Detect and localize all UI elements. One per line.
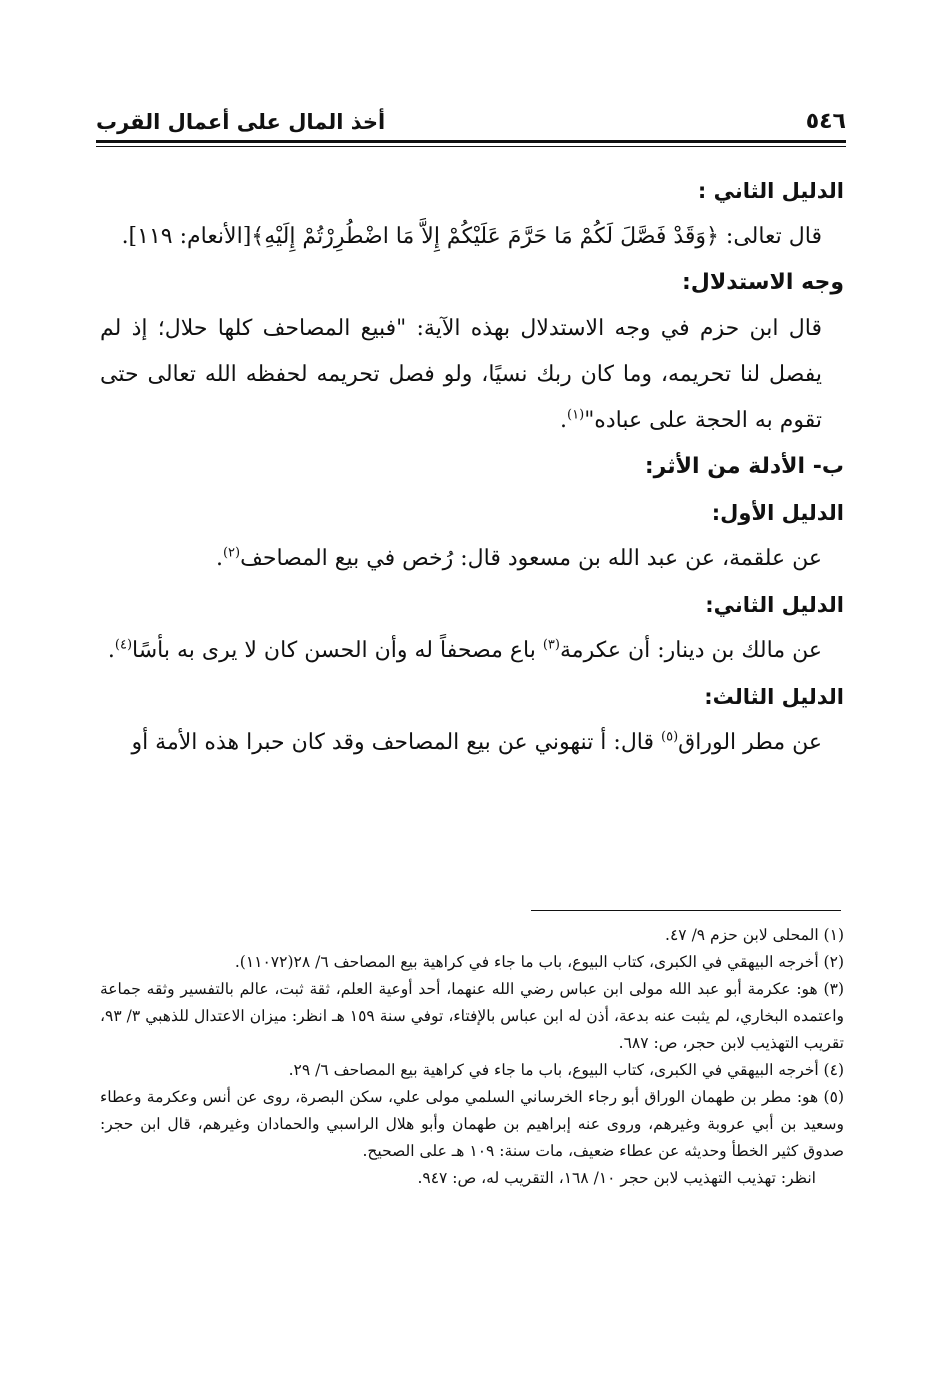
first-evidence-text: عن علقمة، عن عبد الله بن مسعود قال: رُخص في بيع المصاحف [240,546,822,571]
page-header [96,100,846,134]
main-text [100,168,844,766]
second-evidence-text-b: باع مصحفاً له وأن الحسن كان لا يرى به بأسًا [132,638,543,663]
second-evidence-paragraph [100,628,844,674]
heading-second-evidence-athar: الدليل الثاني: [705,593,844,617]
heading-athar: ب- الأدلة من الأثر: [644,454,844,479]
header-rule-thick [96,140,846,143]
header-rule-thin [96,146,846,147]
heading-second-evidence: الدليل الثاني : [697,179,844,203]
footnote-ref-5[interactable]: (٥) [661,729,679,745]
heading-third-evidence: الدليل الثالث: [704,685,844,709]
second-evidence-text-a: عن مالك بن دينار: أن عكرمة [559,638,822,663]
footnotes [100,922,844,1192]
inference-paragraph [100,306,844,444]
footnote-5-continuation: انظر: تهذيب التهذيب لابن حجر ١٠/ ١٦٨، التقريب له، ص: ٩٤٧. [417,1169,816,1187]
footnote-2: (٢) أخرجه البيهقي في الكبرى، كتاب البيوع، باب ما جاء في كراهية بيع المصاحف ٦/ ٢٨(١١٠٧٢). [234,953,844,971]
footnote-ref-2[interactable]: (٢) [222,545,241,561]
third-evidence-paragraph [100,720,844,766]
third-evidence-text-b: قال: أ تنهوني عن بيع المصاحف وقد كان حبرا هذه الأمة أو [131,730,662,755]
footnote-4: (٤) أخرجه البيهقي في الكبرى، كتاب البيوع، باب ما جاء في كراهية بيع المصاحف ٦/ ٢٩. [288,1061,844,1079]
inference-text: قال ابن حزم في وجه الاستدلال بهذه الآية: "فبيع المصاحف كلها حلال؛ إذ لم يفصل لنا تحريمه، وما كان ربك نسيًا، ولو فصل تحريمه لحفظه الله تعالى حتى تقوم به الحجة على عباده" [100,316,822,433]
footnote-separator [531,910,841,911]
footnote-5: (٥) هو: مطر بن طهمان الوراق أبو رجاء الخرساني السلمي مولى علي، سكن البصرة، روى عن أنس وعكرمة وعطاء وسعيد بن أبي عروبة وغيرهم، وروى عنه إبراهيم بن طهمان وأبو هلال الراسبي والحمادان وغيرهم، قال ابن حجر: صدوق كثير الخطأ وحديثه عن عطاء ضعيف، مات سنة: ١٠٩ هـ على الصحيح. [100,1088,844,1160]
running-title: أخذ المال على أعمال القرب [96,110,386,134]
footnote-ref-1[interactable]: (١) [567,407,585,423]
verse-paragraph: قال تعالى: ﴿وَقَدْ فَصَّلَ لَكُمْ مَا حَرَّمَ عَلَيْكُمْ إِلاَّ مَا اضْطُرِرْتُمْ إِلَيْهِ﴾[الأنعام: ١١٩]. [121,224,822,249]
heading-first-evidence: الدليل الأول: [711,501,844,525]
footnote-ref-3[interactable]: (٣) [542,637,560,653]
heading-inference: وجه الاستدلال: [681,270,844,295]
footnote-1: (١) المحلى لابن حزم ٩/ ٤٧. [665,926,844,944]
first-evidence-paragraph [100,536,844,582]
first-evidence-end: . [215,546,223,571]
footnote-ref-4[interactable]: (٤) [114,637,133,653]
second-evidence-end: . [107,638,115,663]
page-number: ٥٤٦ [805,109,846,134]
inference-end: . [560,408,568,433]
footnote-3: (٣) هو: عكرمة أبو عبد الله مولى ابن عباس رضي الله عنهما، أحد أوعية العلم، ثقة ثبت، عالم بالتفسير وثقه جماعة واعتمده البخاري، لم يثبت عنه بدعة، أذن له ابن عباس بالإفتاء، توفي سنة ١٥٩ هـ انظر: ميزان الاعتدال للذهبي ٣/ ٩٣، تقريب التهذيب لابن حجر، ص: ٦٨٧. [100,980,844,1052]
third-evidence-text-a: عن مطر الوراق [678,730,822,755]
